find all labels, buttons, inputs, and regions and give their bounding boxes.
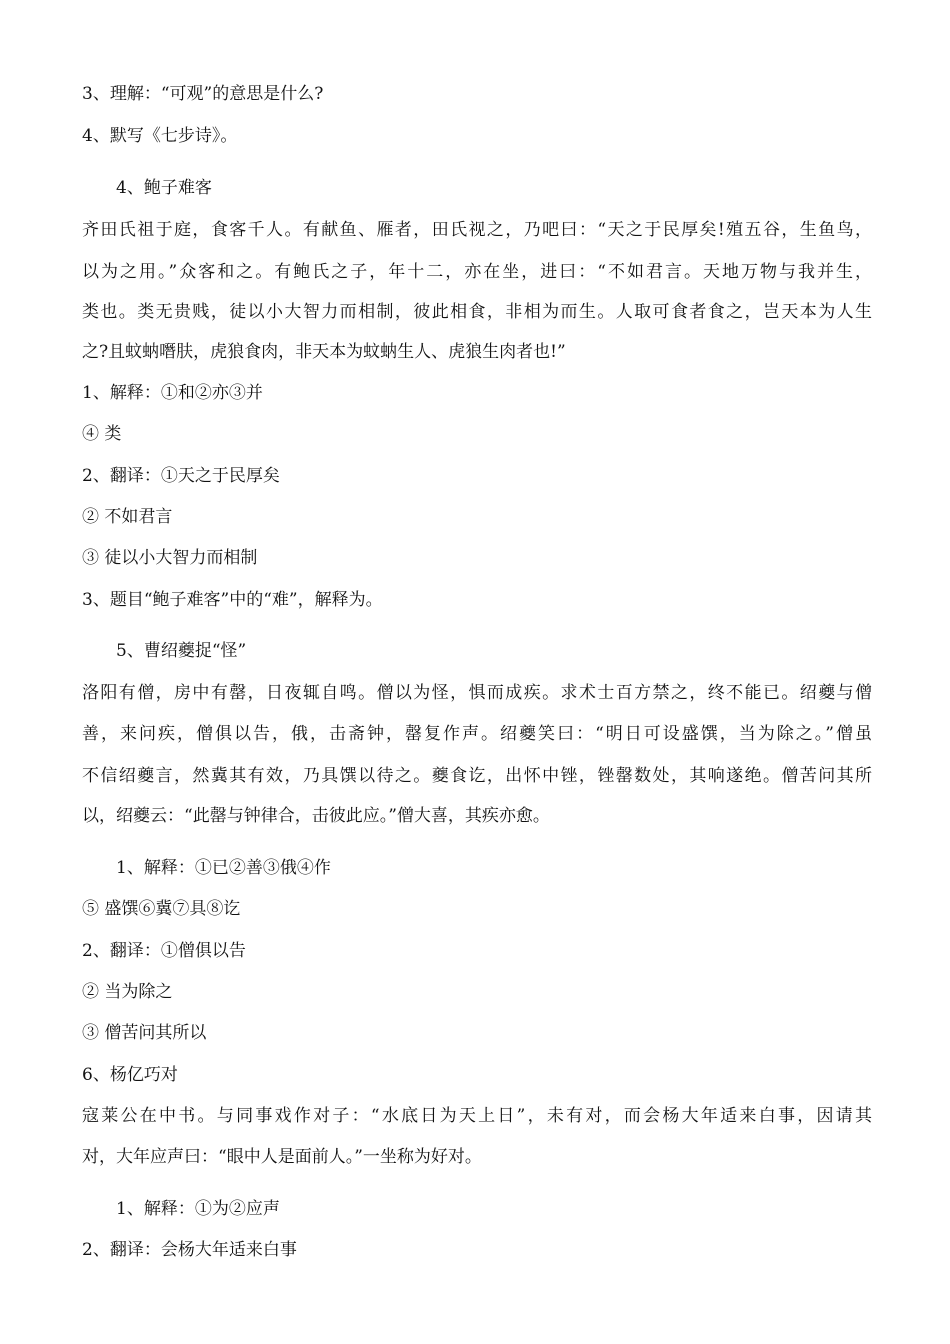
passage-line: 之?且蚊蚋噆肤，虎狼食肉，非天本为蚊蚋生人、虎狼生肉者也!”	[82, 342, 566, 362]
passage-line: 寇莱公在中书。与同事戏作对子：“水底日为天上日”，未有对，而会杨大年适来白事，因请其	[82, 1106, 872, 1126]
question-line: 4、默写《七步诗》。	[82, 126, 238, 146]
question-line: ② 当为除之	[82, 982, 173, 1002]
question-line: 2、翻译：会杨大年适来白事	[82, 1240, 297, 1260]
section-title: 6、杨亿巧对	[82, 1065, 178, 1085]
question-line: 3、题目“鲍子难客”中的“难”，解释为。	[82, 590, 383, 610]
question-line: 2、翻译：①僧俱以告	[82, 941, 246, 961]
passage-line: 不信绍夔言，然冀其有效，乃具馔以待之。夔食讫，出怀中锉，锉罄数处，其响遂绝。僧苦问其所	[82, 766, 872, 786]
section-title: 4、鲍子难客	[116, 178, 212, 198]
passage-line: 洛阳有僧，房中有罄，日夜辄自鸣。僧以为怪，惧而成疾。求术士百方禁之，终不能已。绍夔与僧	[82, 683, 872, 703]
passage-line: 以为之用。”众客和之。有鲍氏之子，年十二，亦在坐，进曰：“不如君言。天地万物与我并生，	[82, 262, 872, 282]
question-line: ④ 类	[82, 424, 122, 444]
section-title: 5、曹绍夔捉“怪”	[116, 641, 247, 661]
question-line: 1、解释：①已②善③俄④作	[116, 858, 331, 878]
passage-line: 以，绍夔云：“此罄与钟律合，击彼此应。”僧大喜，其疾亦愈。	[82, 806, 550, 826]
question-line: 1、解释：①为②应声	[116, 1199, 280, 1219]
question-line: 2、翻译：①天之于民厚矣	[82, 466, 280, 486]
passage-line: 善，来问疾，僧俱以告，俄，击斋钟，罄复作声。绍夔笑曰：“明日可设盛馔，当为除之。”僧虽	[82, 724, 872, 744]
question-line: ② 不如君言	[82, 507, 173, 527]
passage-line: 齐田氏祖于庭，食客千人。有献鱼、雁者，田氏视之，乃吧曰：“天之于民厚矣!殖五谷，生鱼鸟，	[82, 220, 872, 240]
question-line: ③ 徒以小大智力而相制	[82, 548, 258, 568]
question-line: 1、解释：①和②亦③并	[82, 383, 263, 403]
question-line: ⑤ 盛馔⑥冀⑦具⑧讫	[82, 899, 241, 919]
question-line: 3、理解：“可观”的意思是什么?	[82, 84, 324, 104]
passage-line: 对，大年应声曰：“眼中人是面前人。”一坐称为好对。	[82, 1147, 482, 1167]
question-line: ③ 僧苦问其所以	[82, 1023, 207, 1043]
passage-line: 类也。类无贵贱，徒以小大智力而相制，彼此相食，非相为而生。人取可食者食之，岂天本为人生	[82, 302, 872, 322]
